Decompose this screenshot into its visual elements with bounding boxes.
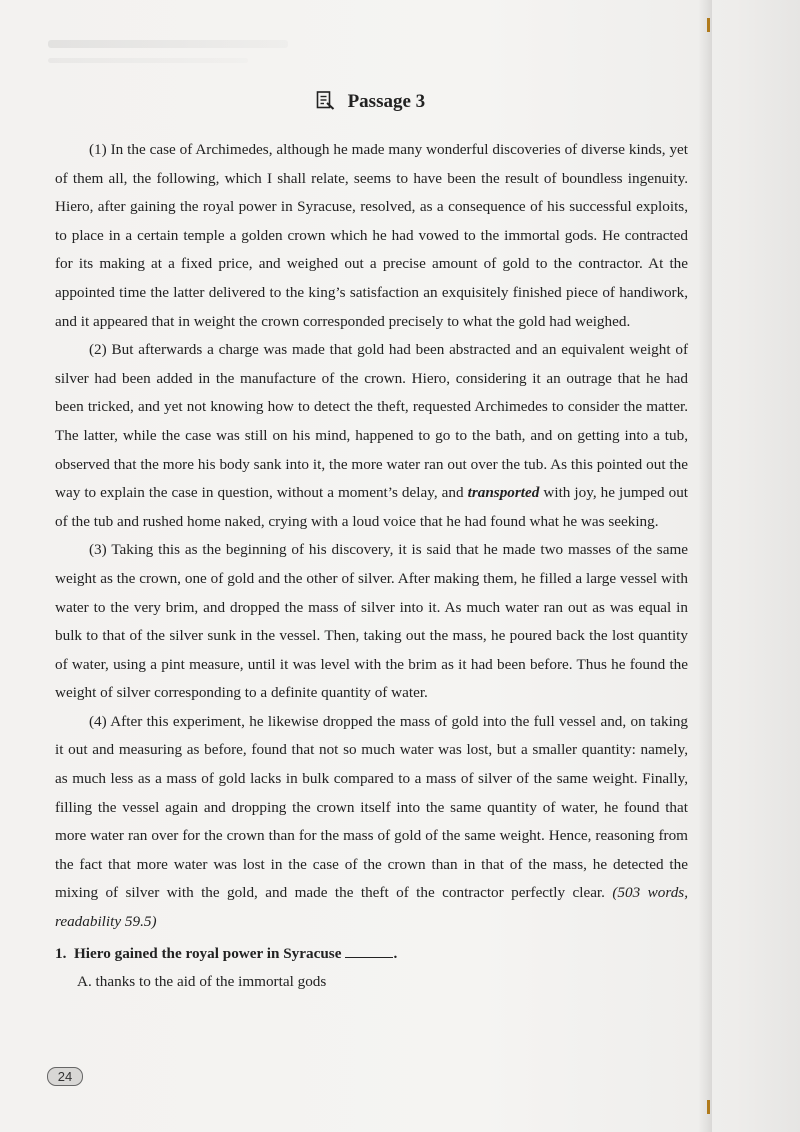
- answer-blank: [345, 943, 393, 958]
- paragraph-2: [55, 336, 688, 536]
- paragraph-number: (2): [89, 341, 107, 359]
- paragraph-text: In the case of Archimedes, although he made many wonderful discoveries of diverse kinds, yet of them all, the following, which I shall relate, seems to have been the result of boundless ingenuity. Hiero, after gaining the royal power in Syracuse, resolved, as a consequence of his successful exploits, to place in a certain temple a golden crown which he had vowed to the immortal gods. He contracted for its making at a fixed price, and weighed out a precise amount of gold to the contractor. At the appointed time the latter delivered to the king’s satisfaction an exquisitely finished piece of handiwork, and it appeared that in weight the crown corresponded precisely to what the gold had weighed.: [55, 141, 689, 330]
- paragraph-text: Taking this as the beginning of his discovery, it is said that he made two masses of the same weight as the crown, one of gold and the other of silver. After making them, he filled a large vessel with water to the very brim, and dropped the mass of silver into it. As much water ran out as was equal in bulk to that of the silver sunk in the vessel. Then, taking out the mass, he poured back the lost quantity of water, using a pint measure, until it was level with the brim as it had been before. Thus he found the weight of silver corresponding to a definite quantity of water.: [55, 541, 689, 702]
- edge-marker-bottom: [707, 1100, 710, 1114]
- passage-stats: (503 words, readability 59.5): [55, 884, 688, 931]
- question-stem: Hiero gained the royal power in Syracuse: [73, 944, 342, 962]
- question-1: [55, 940, 688, 969]
- question-end-punct: .: [393, 944, 398, 962]
- paragraph-number: (4): [89, 712, 107, 730]
- paragraph-1: [55, 136, 688, 336]
- edge-marker-top: [707, 18, 710, 32]
- paragraph-3: [55, 536, 688, 708]
- emphasized-word: transported: [467, 484, 540, 502]
- bleed-through-subheader: [48, 58, 248, 63]
- passage-heading: [0, 90, 740, 117]
- passage-body: [55, 136, 688, 997]
- page-number-badge: [47, 1067, 83, 1086]
- question-number: 1.: [55, 944, 67, 962]
- paragraph-text-continued: with joy, he jumped out of the tub and rushed home naked, crying with a loud voice that he had found what he was seeking.: [55, 484, 689, 530]
- page-number: 24: [57, 1069, 73, 1084]
- paragraph-number: (3): [89, 541, 107, 559]
- book-spine-shadow: [698, 0, 712, 1132]
- paragraph-number: (1): [89, 141, 107, 158]
- bleed-through-header: [48, 40, 288, 48]
- paragraph-text: After this experiment, he likewise dropped the mass of gold into the full vessel and, on taking it out and measuring as before, found that not so much water was lost, but a smaller quantity: namely, as much less as a mass of gold lacks in bulk compared to a mass of silver of the same weight. Finally, filling the vessel again and dropping the crown itself into the same quantity of water, he found that more water ran over for the crown than for the mass of gold of the same weight. Hence, reasoning from the fact that more water was lost in the case of the crown than in that of the mass, he detected the mixing of silver with the gold, and made the theft of the contractor perfectly clear.: [55, 712, 688, 902]
- paragraph-4: [55, 708, 688, 937]
- paragraph-text: But afterwards a charge was made that gold had been abstracted and an equivalent weight of silver had been added in the manufacture of the crown. Hiero, considering it an outrage that he had been tricked, and yet not knowing how to detect the theft, requested Archimedes to consider the matter. The latter, while the case was still on his mind, happened to go to the bath, and on getting into a tub, observed that the more his body sank into it, the more water ran out over the tub. As this pointed out the way to explain the case in question, without a moment’s delay, and: [55, 341, 688, 502]
- question-option-a[interactable]: A. thanks to the aid of the immortal gods: [77, 973, 327, 991]
- notepad-icon: [315, 90, 335, 117]
- passage-title: Passage 3: [347, 91, 426, 112]
